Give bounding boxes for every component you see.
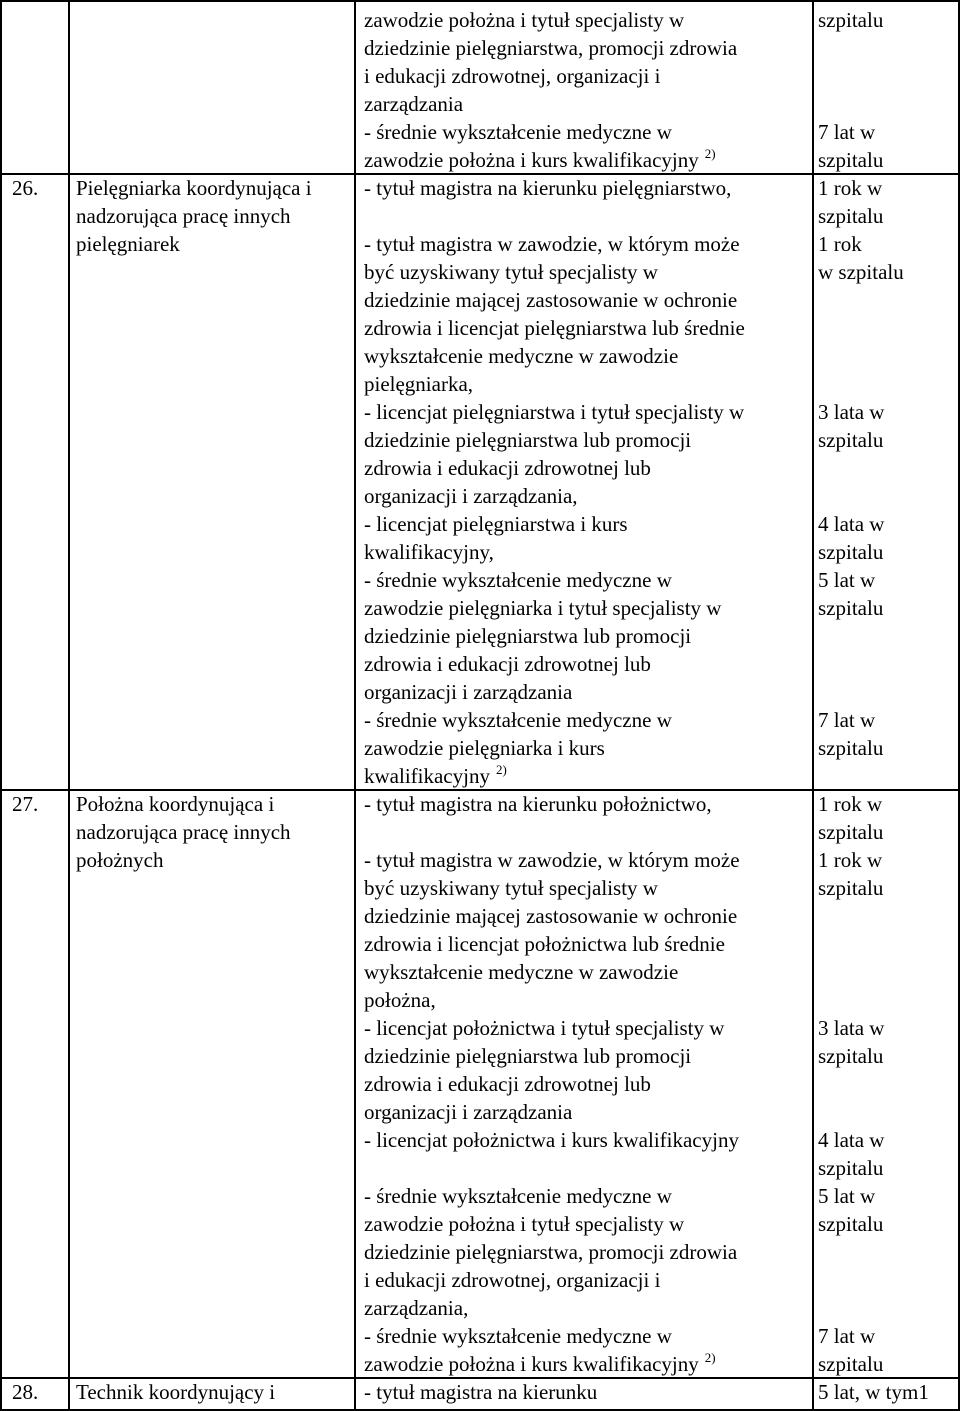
requirement-line: - licencjat położnictwa i tytuł specjalisty w — [364, 1016, 725, 1040]
col-divider-number — [68, 0, 70, 1411]
experience-line: szpitalu — [818, 876, 884, 900]
requirement-line: i edukacji zdrowotnej, organizacji i — [364, 1268, 661, 1292]
requirement-line: organizacji i zarządzania — [364, 680, 573, 704]
experience-line: 1 rok — [818, 232, 862, 256]
requirement-line: zarządzania — [364, 92, 464, 116]
experience-line: szpitalu — [818, 428, 884, 452]
position-line: Technik koordynujący i — [76, 1380, 276, 1404]
position-line: położnych — [76, 848, 164, 872]
requirements-cell-row25 — [364, 6, 810, 174]
experience-line: 5 lat w — [818, 1184, 876, 1208]
experience-line: 4 lata w — [818, 1128, 885, 1152]
requirement-line: - tytuł magistra na kierunku pielęgniarstwo, — [364, 176, 732, 200]
position-line: nadzorująca pracę innych — [76, 204, 291, 228]
requirement-line: kwalifikacyjny, — [364, 540, 494, 564]
position-name-27 — [76, 790, 346, 874]
position-line: Pielęgniarka koordynująca i — [76, 176, 312, 200]
requirements-cell-26 — [364, 174, 810, 790]
experience-line: szpitalu — [818, 1156, 884, 1180]
experience-line: 1 rok w — [818, 848, 883, 872]
row-number-27: 27. — [12, 792, 39, 816]
requirement-line: - licencjat pielęgniarstwa i kurs — [364, 512, 628, 536]
requirement-line: wykształcenie medyczne w zawodzie — [364, 344, 679, 368]
experience-line: 7 lat w — [818, 120, 876, 144]
position-name-26 — [76, 174, 346, 258]
requirement-line: położna, — [364, 988, 436, 1012]
experience-cell-26 — [818, 174, 958, 762]
experience-line: 3 lata w — [818, 400, 885, 424]
requirement-line: dziedzinie pielęgniarstwa lub promocji — [364, 428, 692, 452]
experience-line: 1 rok w — [818, 176, 883, 200]
experience-cell-row25 — [818, 6, 958, 174]
requirement-line: - średnie wykształcenie medyczne w — [364, 1184, 672, 1208]
requirement-line: zdrowia i edukacji zdrowotnej lub — [364, 652, 651, 676]
experience-line: szpitalu — [818, 1352, 884, 1376]
requirement-line: organizacji i zarządzania, — [364, 484, 578, 508]
position-line: Położna koordynująca i — [76, 792, 275, 816]
experience-line: szpitalu — [818, 596, 884, 620]
experience-line: 5 lat, w tym1 — [818, 1380, 929, 1404]
requirement-line: zdrowia i licencjat położnictwa lub średnie — [364, 932, 725, 956]
experience-line: 3 lata w — [818, 1016, 885, 1040]
requirement-line: - tytuł magistra w zawodzie, w którym może — [364, 232, 740, 256]
footnote-marker: 2) — [704, 1350, 716, 1365]
requirement-line: dziedzinie pielęgniarstwa lub promocji — [364, 1044, 692, 1068]
experience-line: w szpitalu — [818, 260, 904, 284]
experience-line: 7 lat w — [818, 708, 876, 732]
requirement-line: zdrowia i edukacji zdrowotnej lub — [364, 456, 651, 480]
experience-line: 1 rok w — [818, 792, 883, 816]
requirement-line: zdrowia i edukacji zdrowotnej lub — [364, 1072, 651, 1096]
position-name-28 — [76, 1378, 346, 1406]
requirement-line: - tytuł magistra na kierunku położnictwo, — [364, 792, 712, 816]
requirement-line: zawodzie położna i tytuł specjalisty w — [364, 8, 685, 32]
experience-line: 4 lata w — [818, 512, 885, 536]
requirement-line: dziedzinie pielęgniarstwa, promocji zdrowia — [364, 36, 738, 60]
requirement-line: dziedzinie pielęgniarstwa lub promocji — [364, 624, 692, 648]
col-divider-position — [354, 0, 356, 1411]
experience-cell-28 — [818, 1378, 958, 1406]
requirement-line: być uzyskiwany tytuł specjalisty w — [364, 260, 658, 284]
requirement-line: zawodzie pielęgniarka i kurs — [364, 736, 605, 760]
experience-cell-27 — [818, 790, 958, 1378]
requirement-line: - tytuł magistra na kierunku — [364, 1380, 598, 1404]
requirement-line: - średnie wykształcenie medyczne w — [364, 568, 672, 592]
requirement-line: kwalifikacyjny $^{2)}$ — [364, 762, 507, 788]
requirement-line: - średnie wykształcenie medyczne w — [364, 708, 672, 732]
requirement-line: organizacji i zarządzania — [364, 1100, 573, 1124]
requirement-line: wykształcenie medyczne w zawodzie — [364, 960, 679, 984]
requirement-line: zarządzania, — [364, 1296, 469, 1320]
requirement-line: pielęgniarka, — [364, 372, 474, 396]
requirement-line: zawodzie pielęgniarka i tytuł specjalisty w — [364, 596, 722, 620]
requirement-line: dziedzinie pielęgniarstwa, promocji zdrowia — [364, 1240, 738, 1264]
footnote-marker: 2) — [704, 146, 716, 161]
requirement-line: i edukacji zdrowotnej, organizacji i — [364, 64, 661, 88]
col-divider-left — [0, 0, 2, 1411]
requirement-line: - licencjat położnictwa i kurs kwalifikacyjny — [364, 1128, 739, 1152]
requirements-cell-28 — [364, 1378, 810, 1406]
requirement-line: dziedzinie mającej zastosowanie w ochronie — [364, 288, 738, 312]
requirement-line: - tytuł magistra w zawodzie, w którym może — [364, 848, 740, 872]
experience-line: szpitalu — [818, 1044, 884, 1068]
requirement-line: zawodzie położna i kurs kwalifikacyjny $^{2)}$ — [364, 146, 716, 172]
row-number-26: 26. — [12, 176, 39, 200]
experience-line: szpitalu — [818, 820, 884, 844]
position-line: nadzorująca pracę innych — [76, 820, 291, 844]
requirement-line: zawodzie położna i tytuł specjalisty w — [364, 1212, 685, 1236]
position-line: pielęgniarek — [76, 232, 180, 256]
requirement-line: dziedzinie mającej zastosowanie w ochronie — [364, 904, 738, 928]
col-divider-requirements — [812, 0, 814, 1411]
experience-line: szpitalu — [818, 540, 884, 564]
requirements-cell-27 — [364, 790, 810, 1378]
requirement-line: - średnie wykształcenie medyczne w — [364, 1324, 672, 1348]
experience-line: szpitalu — [818, 8, 884, 32]
experience-line: 5 lat w — [818, 568, 876, 592]
requirement-line: zawodzie położna i kurs kwalifikacyjny $^{2)}$ — [364, 1350, 716, 1376]
footnote-marker: 2) — [495, 762, 507, 777]
row-divider-top — [0, 0, 960, 2]
experience-line: szpitalu — [818, 204, 884, 228]
experience-line: szpitalu — [818, 1212, 884, 1236]
requirement-line: - licencjat pielęgniarstwa i tytuł specjalisty w — [364, 400, 745, 424]
experience-line: szpitalu — [818, 736, 884, 760]
requirement-line: - średnie wykształcenie medyczne w — [364, 120, 672, 144]
row-number-28: 28. — [12, 1380, 39, 1404]
experience-line: 7 lat w — [818, 1324, 876, 1348]
requirement-line: zdrowia i licencjat pielęgniarstwa lub średnie — [364, 316, 745, 340]
experience-line: szpitalu — [818, 148, 884, 172]
requirement-line: być uzyskiwany tytuł specjalisty w — [364, 876, 658, 900]
